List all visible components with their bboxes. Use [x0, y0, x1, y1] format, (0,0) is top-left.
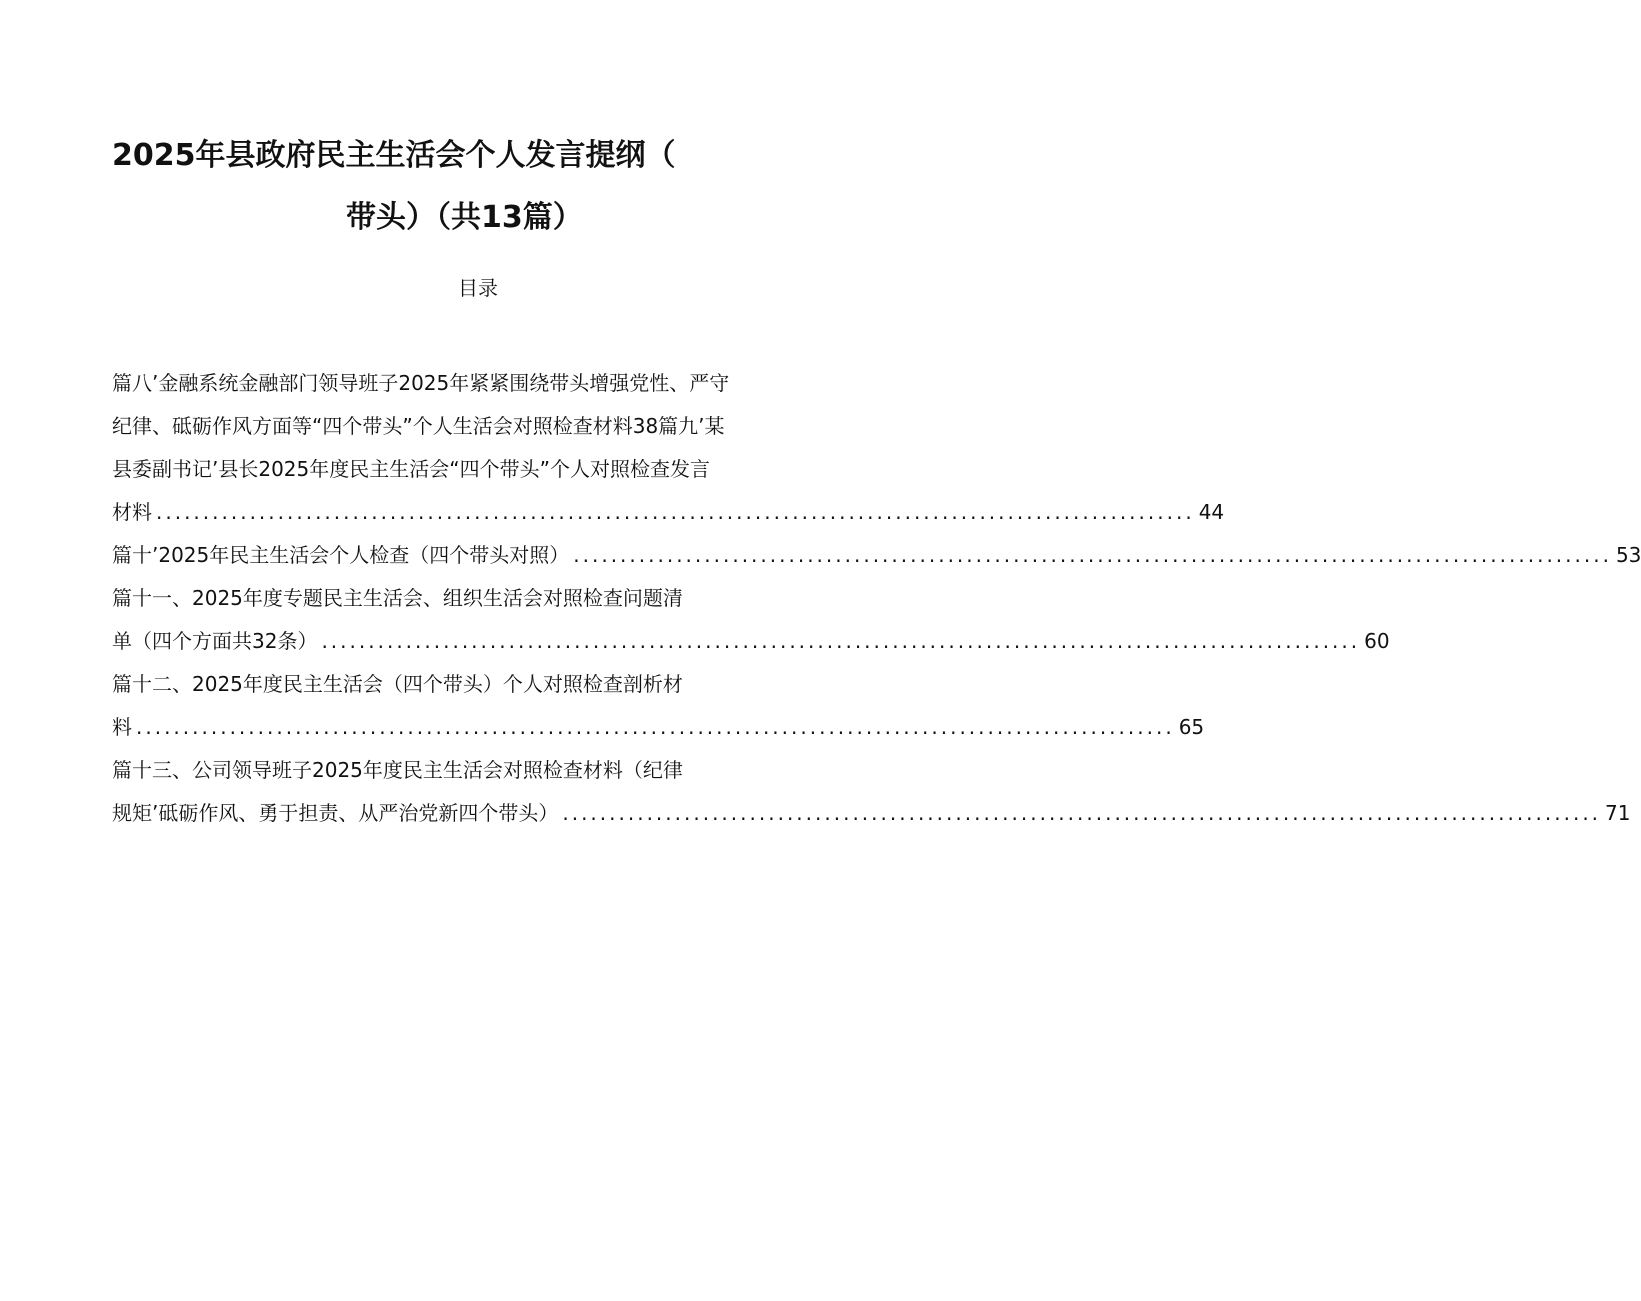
toc-entry-11[interactable]: [112, 577, 1390, 663]
toc-leader-dots: ...............................................................................................................: [573, 543, 1612, 567]
toc-text-line: 篇十二、2025年度民主生活会（四个带头）个人对照检查剖析材: [112, 672, 683, 696]
toc-text-line: 材料: [112, 500, 152, 524]
toc-page-number: 65: [1178, 715, 1205, 739]
toc-text-line: 篇十一、2025年度专题民主生活会、组织生活会对照检查问题清: [112, 586, 683, 610]
toc-heading: 目录: [458, 276, 498, 300]
toc-entry-13[interactable]: [112, 749, 1631, 835]
toc-entry-10[interactable]: [112, 534, 1641, 577]
toc-page-number: 44: [1198, 500, 1225, 524]
toc-leader-dots: ...............................................................................................................: [136, 715, 1175, 739]
toc-text-line: 县委副书记’县长2025年度民主生活会“四个带头”个人对照检查发言: [112, 457, 710, 481]
toc-text-line: 规矩’砥砺作风、勇于担责、从严治党新四个带头）: [112, 801, 559, 825]
document-title-line-2: 带头）（共13篇）: [346, 200, 583, 235]
toc-page-number: 53: [1615, 543, 1641, 567]
toc-page-number: 60: [1364, 629, 1390, 653]
table-of-contents: [112, 362, 1641, 835]
toc-leader-dots: ...............................................................................................................: [156, 500, 1195, 524]
toc-text-line: 篇八’金融系统金融部门领导班子2025年紧紧围绕带头增强党性、严守: [112, 371, 730, 395]
toc-page-number: 71: [1605, 801, 1631, 825]
toc-text-line: 纪律、砥砺作风方面等“四个带头”个人生活会对照检查材料38篇九’某: [112, 414, 725, 438]
toc-text-line: 篇十’2025年民主生活会个人检查（四个带头对照）: [112, 543, 570, 567]
toc-text-line: 单（四个方面共32条）: [112, 629, 318, 653]
toc-leader-dots: ...............................................................................................................: [562, 801, 1602, 825]
toc-entry-12[interactable]: [112, 663, 1205, 749]
toc-text-line: 篇十三、公司领导班子2025年度民主生活会对照检查材料（纪律: [112, 758, 683, 782]
toc-entry-8-9[interactable]: [112, 362, 1225, 534]
toc-text-line: 料: [112, 715, 132, 739]
toc-leader-dots: ...............................................................................................................: [321, 629, 1361, 653]
document-title-line-1: 2025年县政府民主生活会个人发言提纲（: [112, 138, 676, 173]
